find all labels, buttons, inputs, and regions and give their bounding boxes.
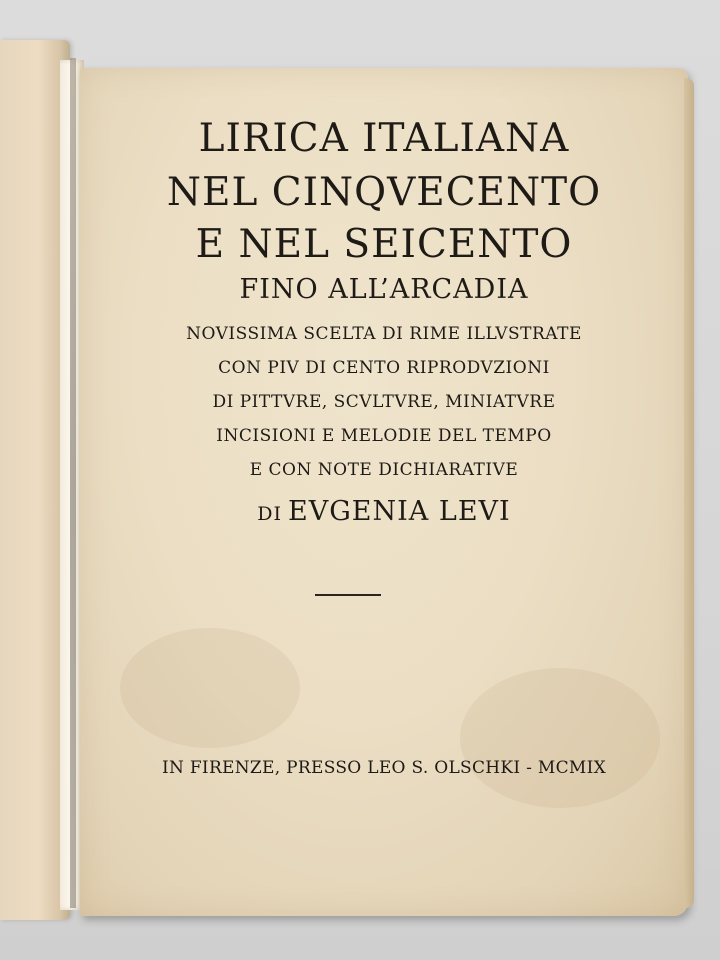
- subtitle-line-2: CON PIV DI CENTO RIPRODVZIONI: [218, 358, 550, 378]
- title-line-2: NEL CINQVECENTO: [166, 170, 602, 215]
- subtitle-line-1: NOVISSIMA SCELTA DI RIME ILLVSTRATE: [186, 324, 582, 344]
- imprint-line: IN FIRENZE, PRESSO LEO S. OLSCHKI - MCMIX: [161, 758, 607, 778]
- subtitle-line-4: INCISIONI E MELODIE DEL TEMPO: [216, 426, 552, 446]
- title-line-1: LIRICA ITALIANA: [198, 116, 570, 161]
- author-name: EVGENIA LEVI: [288, 496, 511, 527]
- binding-shadow: [70, 58, 76, 908]
- author-line: [80, 496, 688, 527]
- paper-stain: [460, 668, 660, 808]
- paper-stain: [120, 628, 300, 748]
- decorative-rule: [315, 594, 381, 596]
- subtitle-line-3: DI PITTVRE, SCVLTVRE, MINIATVRE: [212, 392, 556, 412]
- author-prefix: DI: [257, 503, 283, 525]
- subtitle-line-5: E CON NOTE DICHIARATIVE: [249, 460, 519, 480]
- title-page: [80, 68, 688, 916]
- title-line-4: FINO ALL’ARCADIA: [239, 274, 529, 305]
- title-line-3: E NEL SEICENTO: [195, 222, 573, 267]
